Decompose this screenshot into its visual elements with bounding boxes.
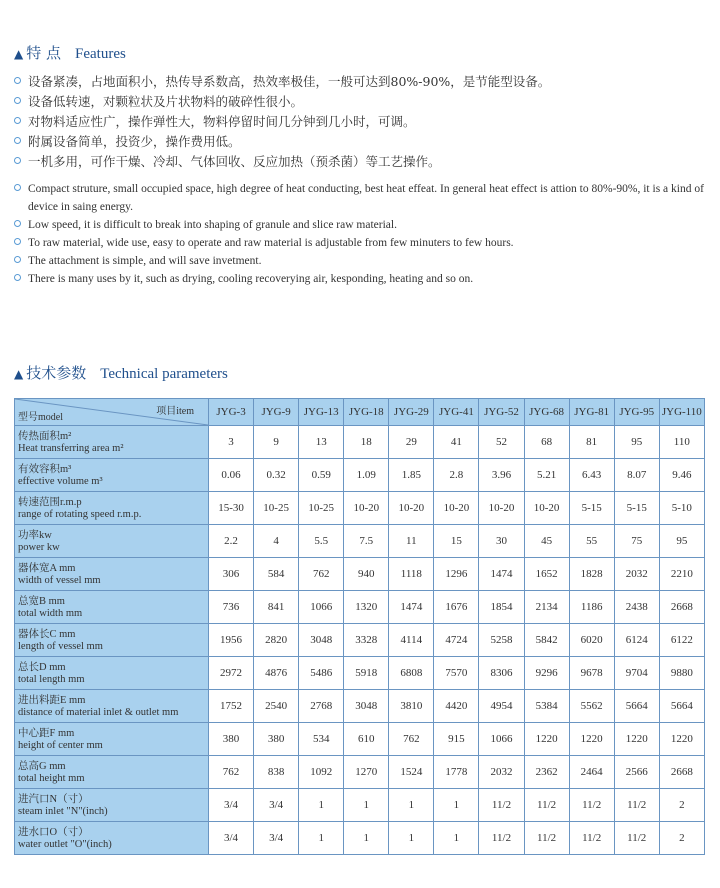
table-cell: 2972 [209, 657, 254, 690]
table-cell: 6124 [614, 624, 659, 657]
feature-text: Compact struture, small occupied space, high degree of heat conducting, best heat effeat. In general heat effect is attion to 80%-90%, it is a kind of device in saing energy. [28, 183, 704, 213]
table-cell: 1 [299, 822, 344, 855]
model-header-cell: JYG-110 [659, 399, 704, 426]
table-cell: 6020 [569, 624, 614, 657]
table-cell: 2032 [479, 756, 524, 789]
table-row [15, 558, 705, 591]
row-label-en: total height mm [18, 773, 85, 784]
model-header-cell: JYG-68 [524, 399, 569, 426]
feature-text: 设备紧凑，占地面积小，热传导系数高，热效率极佳，一般可达到80%-90%，是节能型设备。 [28, 74, 551, 89]
row-label-cell [15, 591, 209, 624]
table-cell: 10-20 [524, 492, 569, 525]
feature-text: There is many uses by it, such as drying, cooling recoverying air, kesponding, heating and so on. [28, 273, 474, 285]
table-cell: 1652 [524, 558, 569, 591]
row-label-cell [15, 492, 209, 525]
table-cell: 762 [389, 723, 434, 756]
table-cell: 11 [389, 525, 434, 558]
table-cell: 5258 [479, 624, 524, 657]
table-cell: 1676 [434, 591, 479, 624]
row-label-cn: 总宽B mm [18, 596, 65, 607]
feature-text: 附属设备简单，投资少，操作费用低。 [28, 134, 241, 149]
triangle-icon: ▲ [14, 47, 24, 61]
table-cell: 4954 [479, 690, 524, 723]
table-cell: 18 [344, 426, 389, 459]
table-cell: 1066 [299, 591, 344, 624]
table-cell: 1474 [479, 558, 524, 591]
table-cell: 10-20 [434, 492, 479, 525]
table-cell: 3 [209, 426, 254, 459]
table-cell: 81 [569, 426, 614, 459]
feature-text: The attachment is simple, and will save invetment. [28, 255, 262, 267]
model-header-cell: JYG-18 [344, 399, 389, 426]
table-cell: 2134 [524, 591, 569, 624]
table-row [15, 426, 705, 459]
table-cell: 5918 [344, 657, 389, 690]
table-cell: 2668 [659, 591, 704, 624]
table-cell: 1 [389, 822, 434, 855]
row-label-en: height of center mm [18, 740, 103, 751]
table-cell: 940 [344, 558, 389, 591]
table-cell: 762 [209, 756, 254, 789]
circle-bullet-icon [14, 238, 21, 245]
table-cell: 2032 [614, 558, 659, 591]
table-cell: 3/4 [209, 822, 254, 855]
table-cell: 1220 [569, 723, 614, 756]
circle-bullet-icon [14, 274, 21, 281]
table-cell: 584 [254, 558, 299, 591]
row-label-en: length of vessel mm [18, 641, 103, 652]
row-label-cell [15, 459, 209, 492]
table-cell: 68 [524, 426, 569, 459]
features-list-cn [14, 72, 704, 172]
table-cell: 5.21 [524, 459, 569, 492]
row-label-cn: 总长D mm [18, 662, 66, 673]
table-cell: 10-20 [389, 492, 434, 525]
table-row [15, 756, 705, 789]
table-cell: 1 [344, 789, 389, 822]
table-cell: 1 [389, 789, 434, 822]
table-cell: 534 [299, 723, 344, 756]
row-label-cell [15, 723, 209, 756]
table-cell: 5664 [614, 690, 659, 723]
table-cell: 1270 [344, 756, 389, 789]
row-label-en: water outlet "O"(inch) [18, 839, 112, 850]
table-cell: 4 [254, 525, 299, 558]
params-title-en: Technical parameters [100, 366, 228, 382]
row-label-en: Heat transferring area m² [18, 443, 124, 454]
feature-text: 一机多用，可作干燥、冷却、气体回收、反应加热（预杀菌）等工艺操作。 [28, 154, 441, 169]
table-cell: 1296 [434, 558, 479, 591]
table-cell: 6.43 [569, 459, 614, 492]
table-cell: 11/2 [614, 822, 659, 855]
table-row [15, 723, 705, 756]
feature-item [14, 216, 704, 234]
table-cell: 110 [659, 426, 704, 459]
table-row [15, 492, 705, 525]
table-cell: 1.09 [344, 459, 389, 492]
params-title-cn: 技术参数 [26, 364, 87, 382]
table-cell: 9704 [614, 657, 659, 690]
features-title-en: Features [75, 46, 126, 62]
table-cell: 3/4 [254, 822, 299, 855]
table-row [15, 822, 705, 855]
table-cell: 0.06 [209, 459, 254, 492]
feature-item [14, 112, 704, 132]
circle-bullet-icon [14, 137, 21, 144]
table-row [15, 657, 705, 690]
table-cell: 3048 [299, 624, 344, 657]
table-cell: 5-15 [569, 492, 614, 525]
table-cell: 4876 [254, 657, 299, 690]
table-cell: 13 [299, 426, 344, 459]
table-cell: 11/2 [524, 822, 569, 855]
table-cell: 1220 [524, 723, 569, 756]
table-cell: 9296 [524, 657, 569, 690]
table-row [15, 525, 705, 558]
features-heading [14, 42, 126, 63]
model-header-cell: JYG-9 [254, 399, 299, 426]
table-cell: 7.5 [344, 525, 389, 558]
table-cell: 736 [209, 591, 254, 624]
table-cell: 2.8 [434, 459, 479, 492]
table-cell: 610 [344, 723, 389, 756]
circle-bullet-icon [14, 157, 21, 164]
row-label-cn: 有效容积m³ [18, 464, 72, 475]
row-label-cell [15, 624, 209, 657]
table-cell: 9880 [659, 657, 704, 690]
table-row [15, 690, 705, 723]
table-cell: 2668 [659, 756, 704, 789]
table-cell: 1778 [434, 756, 479, 789]
table-cell: 4420 [434, 690, 479, 723]
corner-model-label: 型号model [18, 412, 63, 423]
table-cell: 0.59 [299, 459, 344, 492]
table-cell: 10-20 [344, 492, 389, 525]
table-cell: 1220 [614, 723, 659, 756]
row-label-cn: 功率kw [18, 530, 52, 541]
table-cell: 6808 [389, 657, 434, 690]
row-label-en: steam inlet "N"(inch) [18, 806, 108, 817]
table-cell: 2820 [254, 624, 299, 657]
table-cell: 1220 [659, 723, 704, 756]
table-cell: 1524 [389, 756, 434, 789]
model-header-cell: JYG-13 [299, 399, 344, 426]
table-cell: 5384 [524, 690, 569, 723]
table-cell: 762 [299, 558, 344, 591]
row-label-en: total width mm [18, 608, 83, 619]
table-cell: 380 [209, 723, 254, 756]
params-heading [14, 362, 228, 383]
table-cell: 3048 [344, 690, 389, 723]
table-cell: 9 [254, 426, 299, 459]
table-cell: 1 [344, 822, 389, 855]
row-label-cn: 进汽口N（寸） [18, 794, 89, 805]
table-cell: 9.46 [659, 459, 704, 492]
row-label-cell [15, 822, 209, 855]
table-cell: 3/4 [209, 789, 254, 822]
table-cell: 306 [209, 558, 254, 591]
table-cell: 2210 [659, 558, 704, 591]
row-label-en: effective volume m³ [18, 476, 103, 487]
table-cell: 2 [659, 789, 704, 822]
table-row [15, 459, 705, 492]
row-label-cn: 器体宽A mm [18, 563, 76, 574]
table-cell: 10-20 [479, 492, 524, 525]
feature-item [14, 252, 704, 270]
row-label-cell [15, 525, 209, 558]
table-cell: 95 [659, 525, 704, 558]
table-row [15, 624, 705, 657]
table-cell: 9678 [569, 657, 614, 690]
table-cell: 1 [434, 789, 479, 822]
circle-bullet-icon [14, 220, 21, 227]
row-label-cell [15, 690, 209, 723]
row-label-en: width of vessel mm [18, 575, 101, 586]
table-cell: 2 [659, 822, 704, 855]
feature-item [14, 72, 704, 92]
table-cell: 15-30 [209, 492, 254, 525]
table-cell: 8306 [479, 657, 524, 690]
row-label-cn: 中心距F mm [18, 728, 75, 739]
feature-text: 对物料适应性广，操作弹性大，物料停留时间几分钟到几小时，可调。 [28, 114, 416, 129]
table-cell: 841 [254, 591, 299, 624]
table-cell: 11/2 [524, 789, 569, 822]
table-cell: 8.07 [614, 459, 659, 492]
table-cell: 1956 [209, 624, 254, 657]
row-label-cn: 转速范围r.m.p [18, 497, 82, 508]
table-cell: 4724 [434, 624, 479, 657]
table-cell: 11/2 [614, 789, 659, 822]
table-cell: 5842 [524, 624, 569, 657]
circle-bullet-icon [14, 97, 21, 104]
table-corner-cell [15, 399, 209, 426]
table-cell: 95 [614, 426, 659, 459]
table-cell: 11/2 [569, 822, 614, 855]
table-cell: 1 [299, 789, 344, 822]
table-cell: 7570 [434, 657, 479, 690]
table-cell: 52 [479, 426, 524, 459]
table-cell: 11/2 [569, 789, 614, 822]
table-cell: 380 [254, 723, 299, 756]
table-cell: 3/4 [254, 789, 299, 822]
table-cell: 3810 [389, 690, 434, 723]
table-cell: 1854 [479, 591, 524, 624]
table-cell: 2464 [569, 756, 614, 789]
row-label-en: power kw [18, 542, 60, 553]
corner-item-label: 项目item [156, 406, 194, 417]
row-label-cell [15, 789, 209, 822]
table-cell: 5.5 [299, 525, 344, 558]
table-cell: 11/2 [479, 822, 524, 855]
table-cell: 5562 [569, 690, 614, 723]
table-cell: 5486 [299, 657, 344, 690]
feature-item [14, 180, 704, 216]
table-cell: 29 [389, 426, 434, 459]
model-header-cell: JYG-3 [209, 399, 254, 426]
row-label-cell [15, 558, 209, 591]
table-cell: 30 [479, 525, 524, 558]
row-label-cell [15, 426, 209, 459]
table-cell: 11/2 [479, 789, 524, 822]
row-label-cn: 进水口O（寸） [18, 827, 89, 838]
table-cell: 2362 [524, 756, 569, 789]
table-cell: 5-10 [659, 492, 704, 525]
model-header-cell: JYG-41 [434, 399, 479, 426]
feature-item [14, 152, 704, 172]
table-cell: 915 [434, 723, 479, 756]
table-cell: 1828 [569, 558, 614, 591]
table-cell: 1474 [389, 591, 434, 624]
table-cell: 41 [434, 426, 479, 459]
table-cell: 55 [569, 525, 614, 558]
table-row [15, 789, 705, 822]
row-label-en: total length mm [18, 674, 85, 685]
table-cell: 1066 [479, 723, 524, 756]
table-header-row [15, 399, 705, 426]
table-cell: 0.32 [254, 459, 299, 492]
model-header-cell: JYG-81 [569, 399, 614, 426]
table-cell: 838 [254, 756, 299, 789]
table-cell: 75 [614, 525, 659, 558]
feature-item [14, 92, 704, 112]
row-label-cell [15, 756, 209, 789]
features-title-cn: 特 点 [26, 44, 62, 62]
table-cell: 3328 [344, 624, 389, 657]
table-cell: 3.96 [479, 459, 524, 492]
table-cell: 45 [524, 525, 569, 558]
table-cell: 1092 [299, 756, 344, 789]
row-label-cn: 总高G mm [18, 761, 66, 772]
model-header-cell: JYG-95 [614, 399, 659, 426]
table-cell: 1118 [389, 558, 434, 591]
circle-bullet-icon [14, 184, 21, 191]
model-header-cell: JYG-29 [389, 399, 434, 426]
row-label-cell [15, 657, 209, 690]
row-label-cn: 进出料距E mm [18, 695, 86, 706]
table-cell: 10-25 [254, 492, 299, 525]
table-cell: 2.2 [209, 525, 254, 558]
table-cell: 1 [434, 822, 479, 855]
feature-text: Low speed, it is difficult to break into shaping of granule and slice raw material. [28, 219, 397, 231]
circle-bullet-icon [14, 77, 21, 84]
table-cell: 2540 [254, 690, 299, 723]
table-cell: 5664 [659, 690, 704, 723]
triangle-icon: ▲ [14, 367, 24, 381]
table-cell: 2566 [614, 756, 659, 789]
table-cell: 5-15 [614, 492, 659, 525]
row-label-cn: 器体长C mm [18, 629, 76, 640]
table-cell: 2438 [614, 591, 659, 624]
table-cell: 1320 [344, 591, 389, 624]
table-cell: 2768 [299, 690, 344, 723]
circle-bullet-icon [14, 256, 21, 263]
table-cell: 1186 [569, 591, 614, 624]
row-label-en: distance of material inlet & outlet mm [18, 707, 179, 718]
circle-bullet-icon [14, 117, 21, 124]
table-cell: 15 [434, 525, 479, 558]
model-header-cell: JYG-52 [479, 399, 524, 426]
row-label-cn: 传热面积m² [18, 431, 72, 442]
table-row [15, 591, 705, 624]
feature-item [14, 132, 704, 152]
table-cell: 4114 [389, 624, 434, 657]
technical-parameters-table [14, 398, 705, 855]
feature-text: To raw material, wide use, easy to operate and raw material is adjustable from few minuters to few hours. [28, 237, 514, 249]
feature-item [14, 234, 704, 252]
table-cell: 10-25 [299, 492, 344, 525]
table-cell: 1752 [209, 690, 254, 723]
table-cell: 6122 [659, 624, 704, 657]
feature-item [14, 270, 704, 288]
row-label-en: range of rotating speed r.m.p. [18, 509, 142, 520]
feature-text: 设备低转速，对颗粒状及片状物料的破碎性很小。 [28, 94, 304, 109]
features-list-en [14, 180, 704, 288]
table-cell: 1.85 [389, 459, 434, 492]
